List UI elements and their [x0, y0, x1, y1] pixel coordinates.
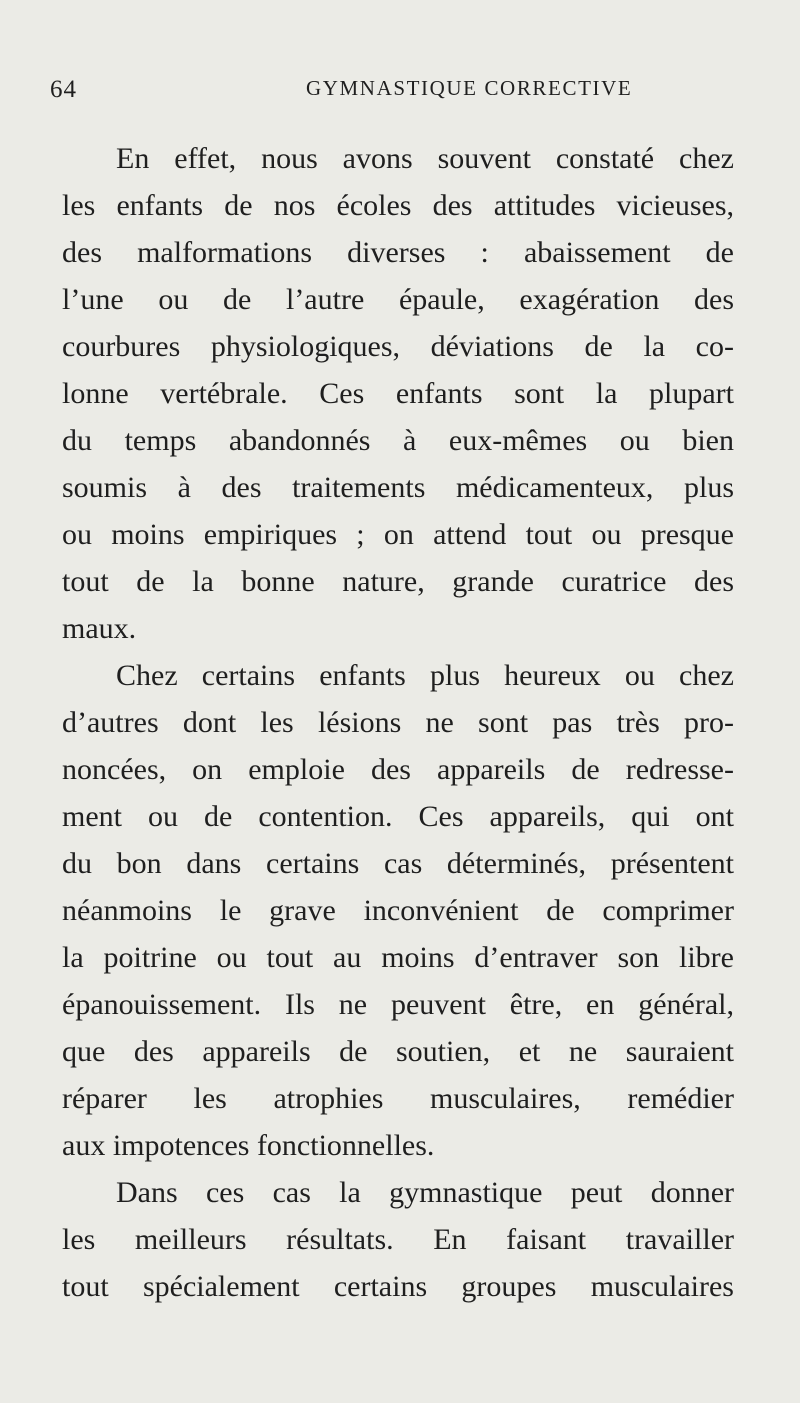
text-line: soumis à des traitements médicamenteux, plus	[62, 471, 734, 504]
text-line: aux impotences fonctionnelles.	[62, 1129, 435, 1162]
text-line: ou moins empiriques ; on attend tout ou presque	[62, 518, 734, 551]
text-line: d’autres dont les lésions ne sont pas très pro-	[62, 706, 734, 739]
text-line: réparer les atrophies musculaires, remédier	[62, 1082, 734, 1115]
text-line: En effet, nous avons souvent constaté chez	[116, 142, 734, 175]
text-line: que des appareils de soutien, et ne sauraient	[62, 1035, 734, 1068]
running-head	[50, 64, 750, 104]
text-line: Chez certains enfants plus heureux ou chez	[116, 659, 734, 692]
text-line: la poitrine ou tout au moins d’entraver son libre	[62, 941, 734, 974]
running-title: GYMNASTIQUE CORRECTIVE	[306, 76, 633, 100]
text-line: tout de la bonne nature, grande curatrice des	[62, 565, 734, 598]
text-line: les enfants de nos écoles des attitudes vicieuses,	[62, 189, 734, 222]
page-number: 64	[50, 76, 77, 103]
text-line: noncées, on emploie des appareils de redresse-	[62, 753, 734, 786]
body-text	[62, 135, 734, 1310]
text-line: du bon dans certains cas déterminés, présentent	[62, 847, 734, 880]
text-line: maux.	[62, 612, 137, 645]
text-line: du temps abandonnés à eux-mêmes ou bien	[62, 424, 734, 457]
text-line: courbures physiologiques, déviations de la co-	[62, 330, 734, 363]
text-line: l’une ou de l’autre épaule, exagération des	[62, 283, 734, 316]
text-line: Dans ces cas la gymnastique peut donner	[116, 1176, 734, 1209]
text-line: les meilleurs résultats. En faisant travailler	[62, 1223, 734, 1256]
text-line: épanouissement. Ils ne peuvent être, en général,	[62, 988, 734, 1021]
text-line: des malformations diverses : abaissement de	[62, 236, 734, 269]
text-line: lonne vertébrale. Ces enfants sont la plupart	[62, 377, 734, 410]
text-line: ment ou de contention. Ces appareils, qui ont	[62, 800, 734, 833]
text-line: tout spécialement certains groupes musculaires	[62, 1270, 734, 1303]
text-line: néanmoins le grave inconvénient de comprimer	[62, 894, 734, 927]
